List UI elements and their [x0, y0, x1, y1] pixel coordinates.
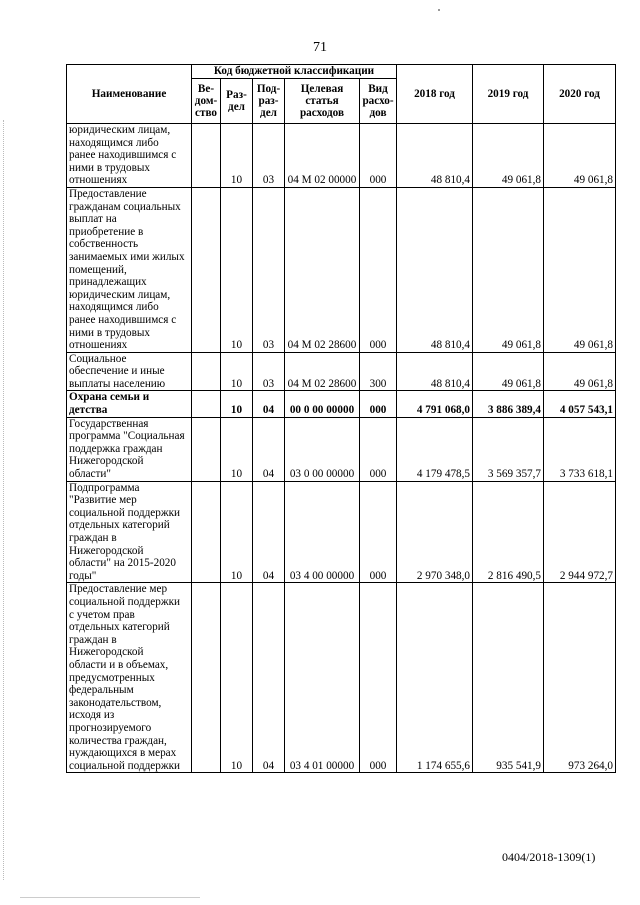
row-razdel: 10 [221, 417, 253, 481]
row-name-line: собственность [69, 238, 139, 251]
row-vedomstvo [192, 391, 221, 417]
header-name: Наименование [67, 65, 192, 124]
row-name-line: помещений, [69, 263, 127, 276]
scan-bottom-line [20, 897, 200, 898]
table-row [67, 481, 616, 583]
row-celevaya: 00 0 00 00000 [285, 391, 360, 417]
row-name-line: прогнозируемого [69, 721, 152, 734]
row-name-line: области" [69, 468, 111, 481]
row-name-line: предусмотренных [69, 671, 155, 684]
row-name [67, 481, 192, 583]
document-code: 0404/2018-1309(1) [502, 850, 596, 864]
row-podrazdel: 04 [253, 583, 285, 773]
row-name-line: "Развитие мер [69, 494, 137, 507]
row-razdel: 10 [221, 124, 253, 188]
header-2019: 2019 год [473, 65, 544, 124]
row-name [67, 391, 192, 417]
row-name-line: гражданам социальных [69, 200, 181, 213]
row-value-2019: 49 061,8 [473, 352, 544, 391]
row-name-line: граждан в [69, 633, 117, 646]
header-2018: 2018 год [397, 65, 473, 124]
row-name-line: социальной поддержки [69, 506, 181, 519]
row-podrazdel: 03 [253, 187, 285, 352]
row-name-line: Предоставление мер [69, 583, 168, 596]
row-name-line: федеральным [69, 684, 134, 697]
row-name-line: детства [69, 404, 108, 417]
row-name-line: занимаемых ими жилых [69, 250, 185, 263]
row-podrazdel: 04 [253, 481, 285, 583]
row-vid: 000 [360, 417, 397, 481]
row-name-line: принадлежащих [69, 276, 147, 289]
row-name-line: граждан в [69, 532, 117, 544]
row-name-line: выплат на [69, 213, 117, 226]
row-vid: 000 [360, 583, 397, 773]
header-vedomstvo: Ве- дом- ство [192, 79, 221, 124]
row-name-line: Нижегородской [69, 646, 144, 659]
row-value-2018: 4 791 068,0 [397, 391, 473, 417]
row-name [67, 187, 192, 352]
row-name-line: области и в объемах, [69, 658, 169, 671]
row-name [67, 583, 192, 773]
row-value-2019: 3 886 389,4 [473, 391, 544, 417]
row-value-2020: 2 944 972,7 [544, 481, 616, 583]
row-value-2020: 49 061,8 [544, 187, 616, 352]
row-name-line: поддержка граждан [69, 442, 163, 455]
row-name-line: с учетом прав [69, 608, 135, 621]
row-vid: 300 [360, 352, 397, 391]
row-name-line: отдельных категорий [69, 519, 170, 532]
row-value-2020: 49 061,8 [544, 124, 616, 188]
row-value-2018: 2 970 348,0 [397, 481, 473, 583]
row-name-line: социальной поддержки [69, 595, 181, 608]
table-row [67, 391, 616, 417]
row-celevaya: 03 4 01 00000 [285, 583, 360, 773]
row-name-line: ними в трудовых [69, 161, 150, 174]
row-name [67, 124, 192, 188]
row-value-2018: 1 174 655,6 [397, 583, 473, 773]
budget-table [66, 64, 616, 773]
row-name-line: приобретение в [69, 225, 144, 238]
row-name-line: отдельных категорий [69, 621, 170, 634]
row-value-2019: 49 061,8 [473, 187, 544, 352]
row-value-2020: 973 264,0 [544, 583, 616, 773]
row-name-line: Государственная [69, 417, 149, 430]
row-celevaya: 04 М 02 28600 [285, 352, 360, 391]
row-podrazdel: 04 [253, 391, 285, 417]
row-value-2020: 4 057 543,1 [544, 391, 616, 417]
row-vedomstvo [192, 583, 221, 773]
row-razdel: 10 [221, 352, 253, 391]
row-vid: 000 [360, 481, 397, 583]
row-value-2020: 49 061,8 [544, 352, 616, 391]
scan-speck [438, 9, 440, 11]
header-celevaya: Целевая статья расходов [285, 79, 360, 124]
row-vedomstvo [192, 352, 221, 391]
row-vedomstvo [192, 187, 221, 352]
row-name-line: ранее находившимся с [69, 149, 177, 162]
row-name-line: количества граждан, [69, 734, 167, 747]
row-name-line: законодательством, [69, 696, 162, 709]
row-vedomstvo [192, 124, 221, 188]
row-value-2019: 49 061,8 [473, 124, 544, 188]
row-razdel: 10 [221, 391, 253, 417]
row-name-line: ними в трудовых [69, 326, 150, 339]
header-vid: Вид расхо- дов [360, 79, 397, 124]
row-value-2019: 2 816 490,5 [473, 481, 544, 583]
row-razdel: 10 [221, 481, 253, 583]
row-value-2018: 48 810,4 [397, 187, 473, 352]
row-vid: 000 [360, 391, 397, 417]
header-code-group: Код бюджетной классификации [192, 65, 397, 79]
row-name-line: обеспечение и иные [69, 365, 165, 378]
row-name-line: юридическим лицам, [69, 124, 171, 136]
row-value-2018: 48 810,4 [397, 124, 473, 188]
row-podrazdel: 03 [253, 124, 285, 188]
row-value-2019: 3 569 357,7 [473, 417, 544, 481]
row-name-line: выплаты населению [69, 377, 166, 390]
table-row [67, 583, 616, 773]
row-name-line: ранее находившимся с [69, 313, 177, 326]
header-razdel: Раз- дел [221, 79, 253, 124]
row-name-line: исходя из [69, 709, 115, 722]
row-name-line: Социальное [69, 352, 127, 365]
row-name-line: программа "Социальная [69, 430, 185, 443]
row-name-line: социальной поддержки [69, 759, 181, 772]
table-row [67, 124, 616, 188]
table-row [67, 352, 616, 391]
row-vedomstvo [192, 481, 221, 583]
row-name-line: отношениях [69, 339, 128, 352]
row-value-2019: 935 541,9 [473, 583, 544, 773]
row-name-line: находящимся либо [69, 301, 159, 314]
row-vedomstvo [192, 417, 221, 481]
row-name-line: области" на 2015-2020 [69, 557, 176, 570]
row-name-line: годы" [69, 569, 97, 582]
row-name-line: Охрана семьи и [69, 391, 150, 404]
header-podrazdel: Под- раз- дел [253, 79, 285, 124]
row-celevaya: 03 0 00 00000 [285, 417, 360, 481]
table-body [67, 124, 616, 773]
row-vid: 000 [360, 124, 397, 188]
row-podrazdel: 04 [253, 417, 285, 481]
row-celevaya: 03 4 00 00000 [285, 481, 360, 583]
row-name-line: Подпрограмма [69, 481, 140, 494]
row-celevaya: 04 М 02 00000 [285, 124, 360, 188]
row-name-line: находящимся либо [69, 136, 159, 149]
row-razdel: 10 [221, 187, 253, 352]
row-name-line: отношениях [69, 174, 128, 187]
row-razdel: 10 [221, 583, 253, 773]
row-name-line: нуждающихся в мерах [69, 747, 177, 760]
row-value-2018: 48 810,4 [397, 352, 473, 391]
row-celevaya: 04 М 02 28600 [285, 187, 360, 352]
row-name-line: Нижегородской [69, 455, 144, 468]
row-name-line: Предоставление [69, 187, 147, 200]
row-value-2020: 3 733 618,1 [544, 417, 616, 481]
table-row [67, 187, 616, 352]
row-vid: 000 [360, 187, 397, 352]
header-row-group [67, 65, 616, 79]
row-podrazdel: 03 [253, 352, 285, 391]
row-name-line: юридическим лицам, [69, 288, 171, 301]
page-number: 71 [313, 40, 327, 55]
row-value-2018: 4 179 478,5 [397, 417, 473, 481]
row-name [67, 352, 192, 391]
row-name-line: Нижегородской [69, 544, 144, 557]
row-name [67, 417, 192, 481]
scan-edge-marks [3, 120, 5, 880]
header-2020: 2020 год [544, 65, 616, 124]
table-row [67, 417, 616, 481]
